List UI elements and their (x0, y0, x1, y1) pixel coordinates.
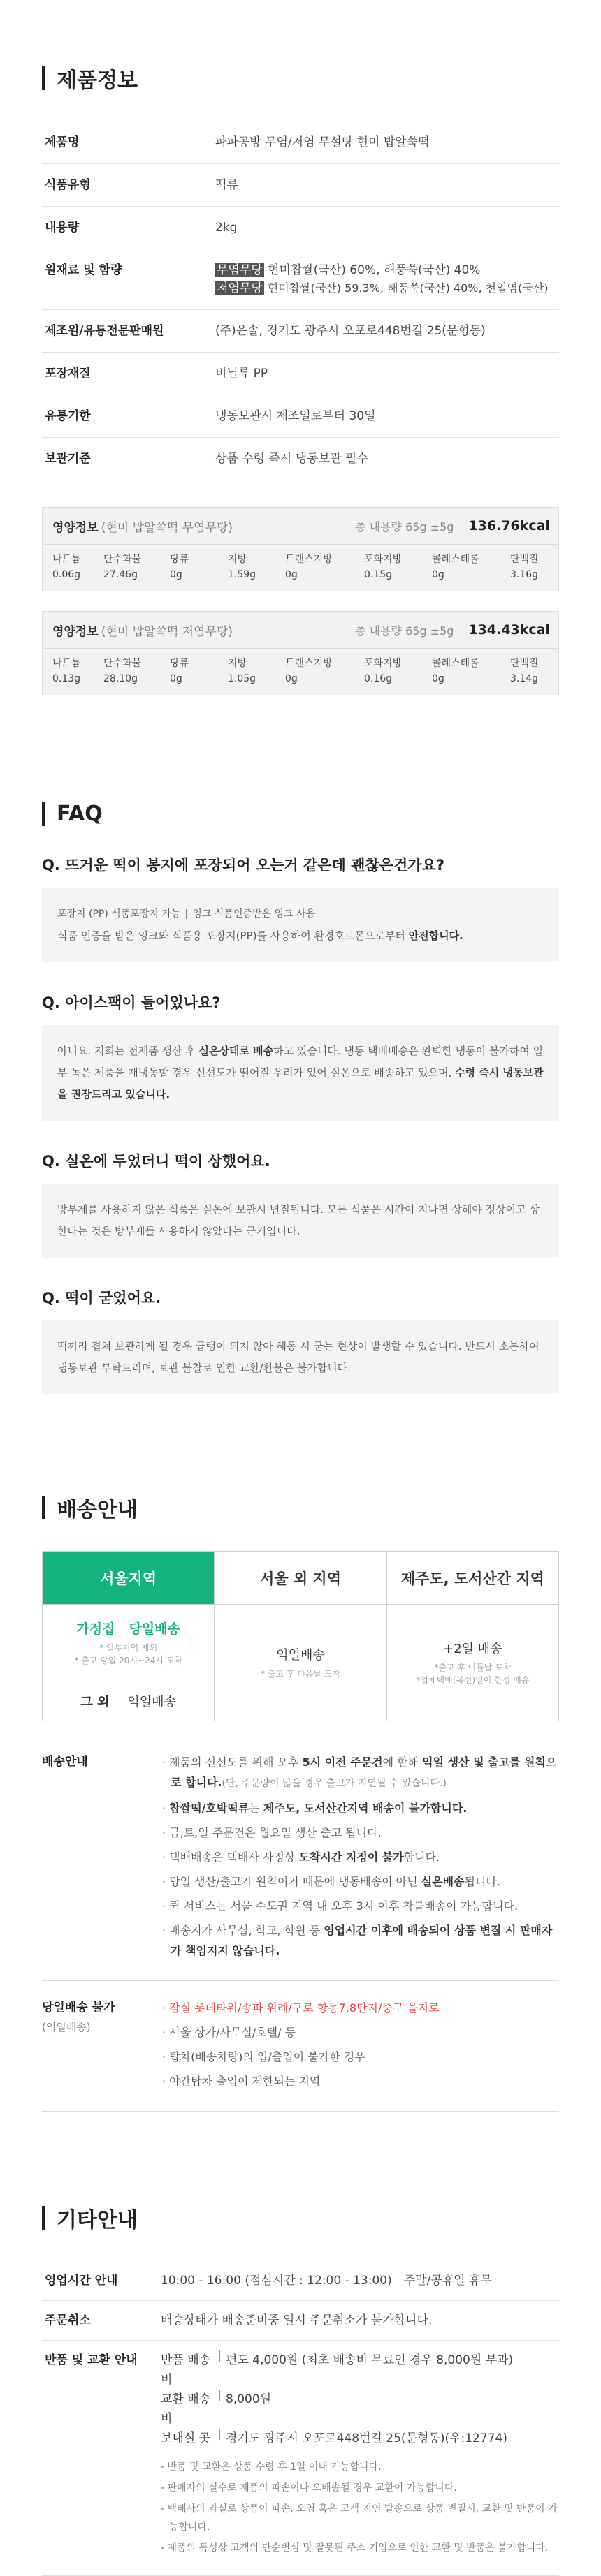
info-row-expiry (42, 395, 559, 438)
nutrient-name: 단백질 (510, 658, 539, 669)
nutrient-value: 28.10g (103, 673, 138, 684)
nutrition-cell (364, 552, 432, 582)
shipping-col-outside-seoul (214, 1552, 386, 1721)
etc-label: 주문취소 (45, 2313, 91, 2327)
nutrition-cell (52, 656, 103, 686)
shipping-note: * 출고 후 다음날 도착 (260, 1669, 340, 1679)
nutrition-box-low-salt (42, 611, 559, 695)
etc-label: 영업시간 안내 (45, 2274, 118, 2288)
product-section-title (42, 63, 559, 94)
title-bar (42, 802, 45, 826)
home-label: 가정집 (76, 1621, 115, 1637)
nutrient-value: 0.06g (52, 569, 81, 580)
shipping-note: *업체택배(복선)일이 한정 배송 (416, 1675, 530, 1685)
no-salt-tag: 무염무당 (217, 263, 263, 277)
faq-answer-text: 하고 있습니다. 냉동 택배배송은 완벽한 냉동이 불가하여 일부 녹은 제품을 재냉동할 경우 신선도가 떨어질 우려가 있어 실온으로 배송하고 있으며, (57, 1045, 544, 1079)
nutrition-title: 영양정보 (52, 624, 99, 639)
nutrient-name: 단백질 (510, 554, 539, 565)
info-value: 파파공방 무염/저염 무설탕 현미 밥알쑥떡 (215, 135, 430, 149)
nutrient-value: 0.13g (52, 673, 81, 684)
shipping-title-text: 배송안내 (57, 1498, 138, 1522)
nutrient-value: 0g (170, 673, 182, 684)
nutrient-name: 트랜스지방 (285, 554, 333, 565)
nutrition-cell (170, 656, 228, 686)
shipping-note: *출고 후 이틀날 도착 (434, 1663, 512, 1672)
shipping-col-jeju (386, 1552, 558, 1721)
nutrient-name: 포화지방 (364, 554, 403, 565)
nutrient-name: 당류 (170, 658, 189, 669)
same-day-unavailable (42, 1998, 559, 2112)
list-item: · 제품의 신선도를 위해 오후 5시 이전 주문건에 한해 익일 생산 및 출고를 원칙으로 합니다.(단, 주문량이 많을 경우 출고가 지연될 수 있습니다.) (162, 1756, 557, 1789)
info-label: 원재료 및 함량 (45, 263, 122, 277)
list-item: - 택배사의 과실로 상품이 파손, 오염 혹은 고객 지연 발송으로 상품 변질시, 교환 및 반품이 가능합니다. (161, 2503, 558, 2533)
shipping-col-seoul (43, 1552, 214, 1721)
etc-row-cancel (42, 2301, 559, 2341)
info-row-ingredients (42, 249, 559, 310)
tag-divider (186, 909, 187, 919)
same-day-label (42, 1998, 162, 2096)
same-day-cell (43, 1605, 214, 1681)
same-day-sub: (익일배송) (42, 2021, 91, 2033)
faq-answer-1 (42, 888, 559, 962)
info-label: 내용량 (45, 221, 80, 235)
info-row-name (42, 122, 559, 164)
nutrient-value: 0.15g (364, 569, 393, 580)
nutrient-name: 탄수화물 (103, 554, 142, 565)
nutrition-subtitle: (현미 밥알쑥떡 무염무당) (101, 520, 233, 535)
info-label: 제품명 (45, 135, 80, 149)
nutrition-kcal: 134.43kcal (468, 622, 550, 638)
etc-label: 반품 및 교환 안내 (45, 2353, 138, 2367)
info-value: 떡류 (215, 178, 238, 192)
nutrient-name: 탄수화물 (103, 658, 142, 669)
other-cell (43, 1681, 214, 1720)
nutrition-values (43, 649, 558, 695)
return-notes (161, 2458, 559, 2557)
faq-answer-4: 떡끼리 겹쳐 보관하게 될 경우 급랭이 되지 않아 해동 시 굳는 현상이 발생할 수 있습니다. 반드시 소분하여 냉동보관 부탁드리며, 보관 불찰로 인한 교환/환불은 불가합니다. (42, 1320, 559, 1394)
info-value: (주)은솔, 경기도 광주시 오포로448번길 25(문형동) (215, 324, 486, 338)
info-row-type (42, 164, 559, 207)
nutrition-cell (228, 552, 285, 582)
info-value: 냉동보관시 제조일로부터 30일 (215, 409, 376, 423)
ingredient-line-2: 현미찹쌀(국산) 59.3%, 해풍쑥(국산) 40%, 천일염(국산) (263, 281, 549, 295)
title-bar (42, 1496, 45, 1519)
nutrition-title: 영양정보 (52, 520, 99, 535)
nutrition-header (43, 612, 558, 649)
shipping-type: +2일 배송 (443, 1642, 502, 1656)
faq-question-2: Q. 아이스팩이 들어있나요? (42, 994, 221, 1011)
faq-answer-bold: 안전합니다. (408, 929, 463, 942)
list-item: · 잠실 롯데타워/송파 위례/구로 항동7,8단지/중구 을지로 (162, 2001, 440, 2015)
etc-section-title (42, 2202, 559, 2233)
info-row-packaging (42, 353, 559, 395)
shipping-type: 익일배송 (276, 1648, 325, 1663)
list-item: · 퀵 서비스는 서울 수도권 지역 내 오후 3시 이후 착불배송이 가능합니다. (162, 1899, 519, 1913)
nutrient-value: 3.14g (510, 673, 539, 684)
nutrient-name: 콜레스테롤 (432, 554, 479, 565)
notice-label: 배송안내 (42, 1755, 88, 1769)
product-title-text: 제품정보 (57, 68, 138, 93)
nutrient-value: 27.46g (103, 569, 138, 580)
info-label: 보관기준 (45, 452, 91, 466)
list-item: · 서울 상가/사무실/호텔/ 등 (162, 2026, 296, 2039)
nutrient-name: 콜레스테롤 (432, 658, 479, 669)
other-value: 익일배송 (127, 1694, 176, 1709)
faq-section-title (42, 802, 559, 826)
nutrient-name: 지방 (228, 554, 247, 565)
nutrition-cell (103, 552, 170, 582)
info-row-maker (42, 310, 559, 353)
list-item: · 당일 생산/출고가 원칙이기 때문에 냉동배송이 아닌 실온배송됩니다. (162, 1875, 500, 1888)
nutrition-total: 총 내용량 65g ±5g (355, 624, 454, 638)
shipping-note: * 출고 당일 20시~24시 도착 (74, 1656, 182, 1665)
nutrient-value: 0g (285, 673, 298, 684)
etc-row-hours (42, 2261, 559, 2301)
nutrition-total: 총 내용량 65g ±5g (355, 520, 454, 533)
shipping-region-table (42, 1551, 559, 1721)
etc-value: 10:00 - 16:00 (점심시간 : 12:00 - 13:00) 주말/공휴일 휴무 (161, 2274, 492, 2288)
info-label: 제조원/유통전문판매원 (45, 324, 164, 338)
faq-answer-bold: 수령 즉시 냉동보관을 권장드리고 있습니다. (57, 1066, 544, 1101)
shipping-col-head: 서울지역 (43, 1552, 214, 1605)
nutrition-cell (170, 552, 228, 582)
etc-value: 배송상태가 배송준비중 일시 주문취소가 불가합니다. (161, 2313, 433, 2327)
nutrition-subtitle: (현미 밥알쑥떡 저염무당) (101, 624, 233, 639)
etc-row-return (42, 2341, 559, 2576)
faq-answer-3: 방부제를 사용하지 않은 식품은 실온에 보관시 변질됩니다. 모든 식품은 시간이 지나면 상해야 정상이고 상한다는 것은 방부제를 사용하지 않았다는 근거입니다. (42, 1184, 559, 1258)
nutrient-name: 나트륨 (52, 554, 81, 565)
info-row-volume (42, 207, 559, 249)
nutrient-value: 0g (432, 569, 444, 580)
nutrition-cell (285, 552, 364, 582)
nutrition-cell (228, 656, 285, 686)
list-item: · 찹쌀떡/호박떡류는 제주도, 도서산간지역 배송이 불가합니다. (162, 1802, 468, 1815)
info-row-storage (42, 438, 559, 480)
info-label: 유통기한 (45, 409, 91, 423)
faq-title-text: FAQ (57, 802, 103, 826)
faq-answer-text: 식품 인증을 받은 잉크와 식품용 포장지(PP)를 사용하여 환경호르몬으로부터 (57, 929, 409, 942)
info-value: 상품 수령 즉시 냉동보관 필수 (215, 452, 368, 466)
same-day-title: 당일배송 불가 (42, 2001, 115, 2015)
list-item: - 제품의 특성상 고객의 단순변심 및 잘못된 주소 기입으로 인한 교환 및 반품은 불가합니다. (161, 2542, 549, 2554)
list-item: · 야간탑차 출입이 제한되는 지역 (162, 2075, 321, 2088)
list-item: - 반품 및 교환은 상품 수령 후 1일 이내 가능합니다. (161, 2461, 382, 2473)
nutrition-kcal: 136.76kcal (468, 518, 550, 533)
etc-title-text: 기타안내 (57, 2208, 138, 2232)
shipping-col-head: 서울 외 지역 (215, 1552, 386, 1605)
nutrient-value: 0g (285, 569, 298, 580)
info-value (215, 261, 559, 297)
nutrient-name: 포화지방 (364, 658, 403, 669)
list-item: · 배송지가 사무실, 학교, 학원 등 영업시간 이후에 배송되어 상품 변질 시 판매자가 책임지지 않습니다. (162, 1924, 553, 1957)
etc-table (42, 2261, 559, 2576)
info-value: 비닐류 PP (215, 367, 268, 381)
nutrient-name: 나트륨 (52, 658, 81, 669)
low-salt-tag: 저염무당 (217, 281, 263, 295)
faq-tag-ink: 잉크 식품인증받은 잉크 사용 (192, 908, 316, 920)
shipping-notice (42, 1752, 559, 1981)
info-label: 포장재질 (45, 367, 91, 381)
nutrient-name: 트랜스지방 (285, 658, 333, 669)
title-bar (42, 2206, 45, 2230)
nutrition-cell (285, 656, 364, 686)
shipping-col-head: 제주도, 도서산간 지역 (387, 1552, 558, 1605)
nutrient-value: 0g (170, 569, 182, 580)
list-item: · 택배배송은 택배사 사정상 도착시간 지정이 불가합니다. (162, 1850, 440, 1864)
info-label: 식품유형 (45, 178, 91, 192)
nutrition-cell (364, 656, 432, 686)
nutrient-name: 당류 (170, 554, 189, 565)
nutrition-cell (510, 552, 552, 582)
faq-answer-bold: 실온상태로 배송 (198, 1045, 274, 1057)
faq-question-1: Q. 뜨거운 떡이 봉지에 포장되어 오는거 같은데 괜찮은건가요? (42, 857, 445, 874)
faq-tag-packaging: 포장지 (PP) 식품포장지 가능 (57, 908, 181, 920)
list-item: · 금,토,일 주문건은 월요일 생산 출고 됩니다. (162, 1826, 382, 1839)
nutrition-cell (432, 552, 510, 582)
nutrition-cell (52, 552, 103, 582)
nutrient-value: 1.05g (228, 673, 256, 684)
nutrient-value: 1.59g (228, 569, 256, 580)
nutrient-name: 지방 (228, 658, 247, 669)
nutrition-cell (510, 656, 552, 686)
nutrition-values (43, 545, 558, 591)
nutrient-value: 0g (432, 673, 444, 684)
same-day-list (162, 1998, 559, 2096)
other-label: 그 외 (80, 1694, 110, 1709)
faq-question-3: Q. 실온에 두었더니 떡이 상했어요. (42, 1153, 270, 1170)
shipping-col-body (215, 1605, 386, 1721)
faq-question-4: Q. 떡이 굳었어요. (42, 1290, 161, 1307)
ingredient-line-1: 현미찹쌀(국산) 60%, 해풍쑥(국산) 40% (263, 263, 481, 277)
same-day-label: 당일배송 (129, 1621, 180, 1637)
etc-value: 반품 배송비 편도 4,000원 (최초 배송비 무료인 경우 8,000원 부과) 교환 배송비 8,000원 보내실 곳 경기도 광주시 오포로448번길 25(문형동)(우:12774) - 반품 및 교환은 상품 수령 후 1일 이내 가능합니다. - 판매자의 실수로 제품의 파손이나 오배송될 경우 교환이 가능합니다. - 택배사의 과실로 상품이 파손, 오염 혹은 고객 지연 발송으로 상품 변질시, 교환 및 반품이 가능합니다. - 제품의 특성상 고객의 단순변심 및 잘못된 주소 기입으로 인한 교환 및 반품은 불가합니다. (161, 2350, 559, 2560)
info-value: 2kg (215, 221, 238, 235)
faq-answer-text: 아니요. 저희는 전제품 생산 후 (57, 1045, 199, 1057)
title-bar (42, 66, 45, 90)
faq-answer-2 (42, 1025, 559, 1121)
notice-list (162, 1752, 559, 1965)
nutrient-value: 0.16g (364, 673, 393, 684)
nutrition-cell (432, 656, 510, 686)
shipping-note: * 일부지역 제외 (99, 1643, 158, 1653)
list-item: · 탑차(배송차량)의 입/출입이 불가한 경우 (162, 2050, 365, 2063)
list-item: - 판매자의 실수로 제품의 파손이나 오배송될 경우 교환이 가능합니다. (161, 2482, 457, 2494)
nutrition-cell (103, 656, 170, 686)
product-info-table (42, 122, 559, 480)
nutrient-value: 3.16g (510, 569, 539, 580)
nutrition-header (43, 508, 558, 545)
shipping-section-title (42, 1492, 559, 1523)
nutrition-box-no-salt (42, 507, 559, 591)
shipping-col-body (387, 1605, 558, 1721)
